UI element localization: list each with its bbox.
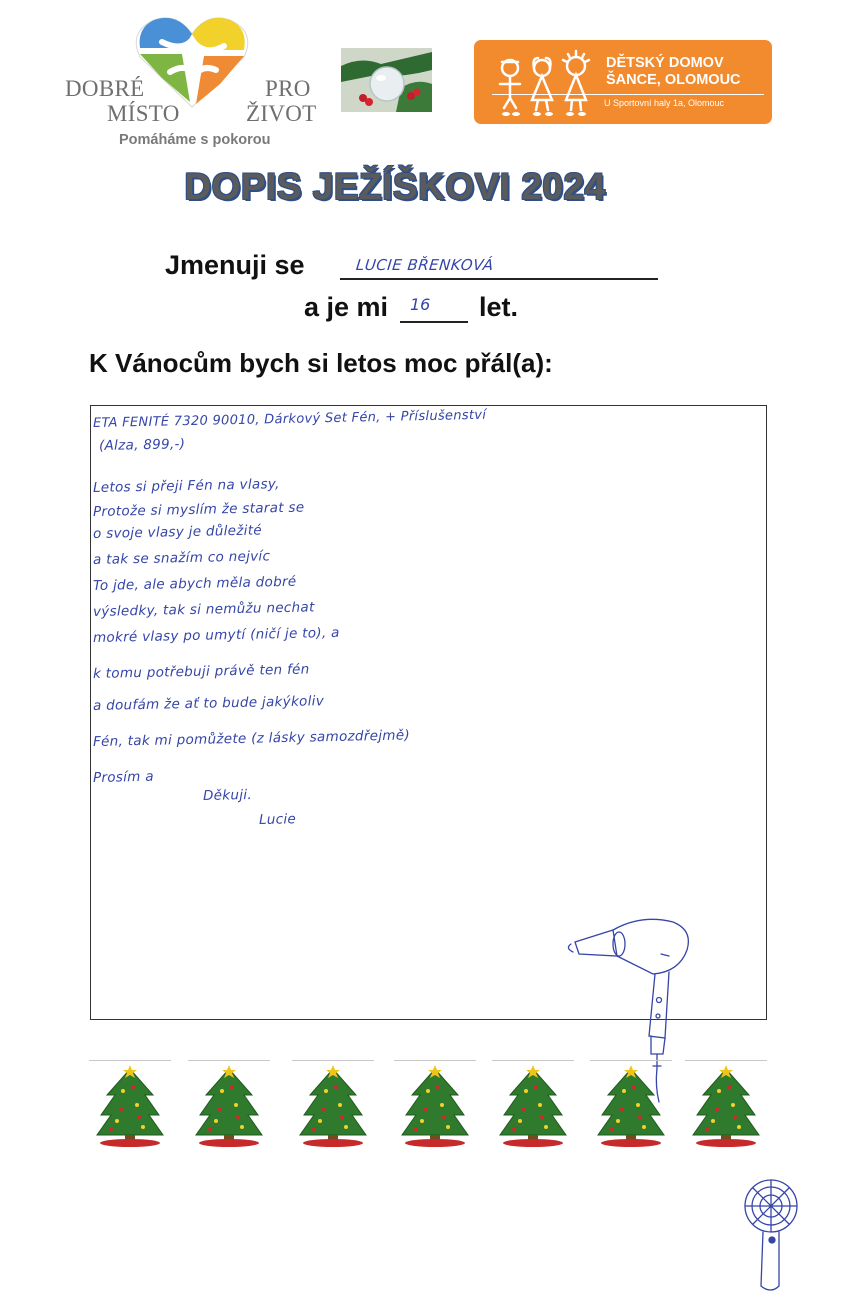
letter-line: To jde, ale abych měla dobré [92,573,297,594]
christmas-tree-icon [398,1065,472,1149]
christmas-tree-icon [93,1065,167,1149]
heart-logo-icon [132,12,252,112]
letter-line: Letos si přeji Fén na vlasy, [92,476,280,496]
divider [292,1060,374,1061]
name-value-handwritten: LUCIE BŘENKOVÁ [355,256,495,274]
divider [188,1060,270,1061]
organization-address: U Sportovní haly 1a, Olomouc [604,98,725,108]
letter-line: a doufám že ať to bude jakýkoliv [92,693,325,714]
organization-name-line: DĚTSKÝ DOMOV [606,55,724,71]
name-underline [340,278,658,280]
christmas-tree-decoration [394,1055,476,1147]
wish-heading: K Vánocům bych si letos moc přál(a): [89,348,553,378]
letter-line: Děkuji. [202,786,253,804]
christmas-tree-icon [296,1065,370,1149]
logo-dobre-misto-pro-zivot [60,10,317,152]
age-unit-label: let. [479,292,519,322]
letter-box [90,405,767,1020]
name-label: Jmenuji se [165,250,305,280]
letter-line: a tak se snažím co nejvíc [92,548,271,568]
logo-word: PRO [265,76,311,101]
letter-line: ETA FENITÉ 7320 90010, Dárkový Set Fén, + Příslušenství [92,407,487,431]
page-title: DOPIS JEŽÍŠKOVI 2024 [184,166,606,207]
divider [685,1060,767,1061]
logo-tagline: Pomáháme s pokorou [119,132,271,148]
letter-line: Fén, tak mi pomůžete (z lásky samozdřejmě) [92,727,411,750]
logo-word: MÍSTO [107,101,180,126]
divider [492,1060,574,1061]
letter-line: o svoje vlasy je důležité [92,522,263,542]
letter-line: výsledky, tak si nemůžu nechat [92,599,315,620]
divider [492,94,764,95]
organization-name-line: ŠANCE, OLOMOUC [606,72,741,88]
letter-signature: Lucie [258,811,297,828]
age-label: a je mi [304,292,389,322]
age-value-handwritten: 16 [410,295,431,314]
letter-line: mokré vlasy po umytí (ničí je to), a [92,624,340,646]
letter-line: k tomu potřebuji právě ten fén [92,661,310,682]
christmas-tree-decoration [590,1055,672,1147]
ornament-icon [341,48,432,112]
christmas-tree-decoration [89,1055,171,1147]
christmas-tree-icon [594,1065,668,1149]
divider [89,1060,171,1061]
organization-name [606,55,766,89]
christmas-tree-decoration [188,1055,270,1147]
divider [590,1060,672,1061]
christmas-tree-decoration [292,1055,374,1147]
christmas-tree-icon [689,1065,763,1149]
christmas-tree-icon [496,1065,570,1149]
age-underline [400,321,468,323]
logo-word: ŽIVOT [246,101,317,126]
christmas-tree-decoration [685,1055,767,1147]
letter-line: (Alza, 899,-) [98,436,186,454]
letter-line: Protože si myslím že starat se [92,499,305,520]
christmas-tree-icon [192,1065,266,1149]
letter-line: Prosím a [92,768,155,786]
children-icon [492,46,602,120]
round-brush-drawing-icon [739,1174,809,1299]
logo-detsky-domov [474,40,772,124]
christmas-ornament-photo [341,48,432,112]
divider [394,1060,476,1061]
christmas-tree-decoration [492,1055,574,1147]
logo-word: DOBRÉ [65,76,145,101]
